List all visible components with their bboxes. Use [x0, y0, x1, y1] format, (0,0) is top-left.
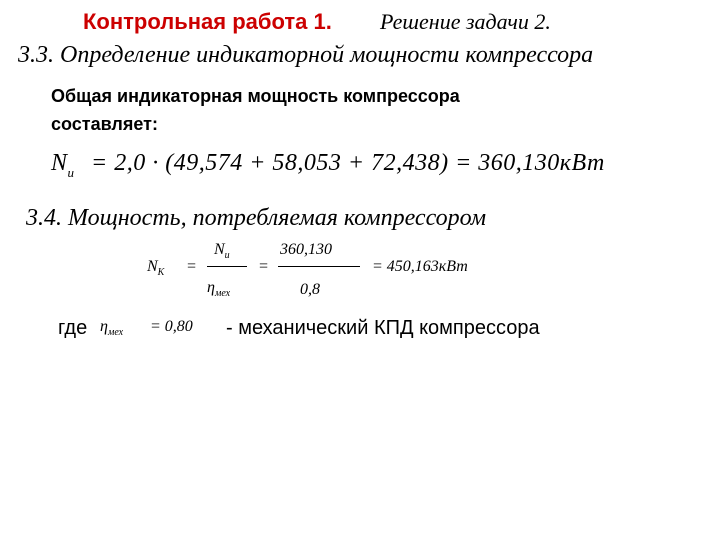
where-value: = 0,80: [150, 318, 193, 335]
section-3-4-heading: 3.4. Мощность, потребляемая компрессором: [26, 205, 487, 231]
formula-indicated-power: [51, 150, 605, 180]
frac1-num-subscript: и: [224, 250, 230, 261]
section-3-3-heading: 3.3. Определение индикаторной мощности компрессора: [18, 42, 594, 68]
title-red: Контрольная работа 1.: [83, 9, 332, 34]
formula1-lhs-subscript: и: [67, 165, 75, 180]
formula2-frac2-num: 360,130: [280, 241, 332, 258]
formula2-eq2: =: [258, 258, 269, 275]
where-eta-symbol: η: [100, 318, 108, 335]
where-description: - механический КПД компрессора: [226, 317, 540, 339]
formula1-lhs-symbol: N: [51, 150, 68, 176]
body-text-line2: составляет:: [51, 114, 158, 134]
formula2-lhs-symbol: N: [147, 258, 158, 275]
frac1-line: [207, 266, 247, 267]
frac2-line: [278, 266, 360, 267]
where-eta-subscript: мех: [107, 327, 124, 338]
formula2-frac1-den: [207, 279, 230, 297]
title-task: Решение задачи 2.: [380, 9, 551, 34]
frac1-den-subscript: мех: [214, 288, 231, 299]
formula2-lhs: [147, 258, 164, 276]
formula2-eq1: =: [186, 258, 197, 275]
where-eta: [100, 318, 123, 336]
frac1-num-symbol: N: [214, 241, 225, 258]
formula2-lhs-subscript: К: [157, 267, 165, 278]
formula2-result: = 450,163кВт: [372, 258, 468, 275]
body-text-line1: Общая индикаторная мощность компрессора: [51, 86, 460, 106]
formula1-rhs: = 2,0 · (49,574 + 58,053 + 72,438) = 360,130кВт: [91, 150, 605, 176]
frac1-den-symbol: η: [207, 279, 215, 296]
formula2-frac1-num: [214, 241, 230, 259]
formula2-frac2-den: 0,8: [300, 281, 320, 298]
where-prefix: где: [58, 317, 88, 339]
